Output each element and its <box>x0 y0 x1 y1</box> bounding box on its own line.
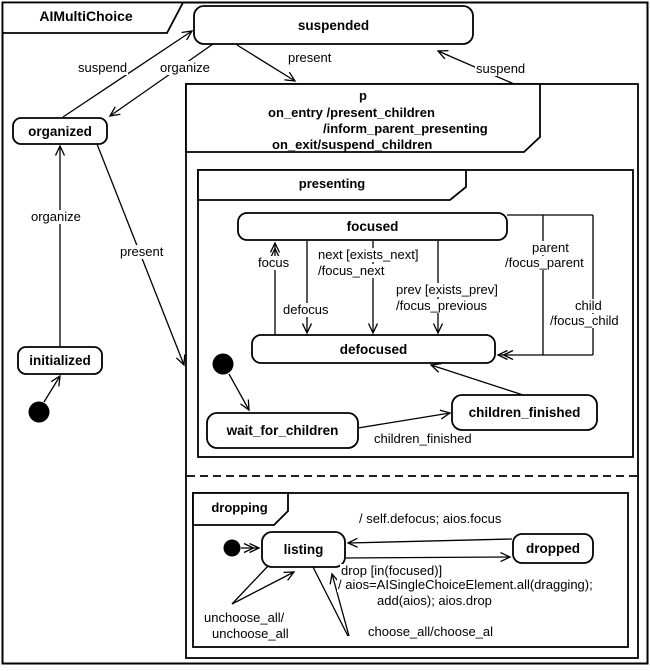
transition-dropped-to-listing-label: / self.defocus; aios.focus <box>359 511 502 526</box>
transition-prev-label-line1: prev [exists_prev] <box>396 282 498 297</box>
state-wait-for-children-label: wait_for_children <box>226 423 339 438</box>
transition-next-label-line1: next [exists_next] <box>318 247 419 262</box>
transition-prev-label-line2: /focus_previous <box>396 298 488 313</box>
state-suspended-label: suspended <box>297 17 370 33</box>
transition-defocus-label: defocus <box>283 302 329 317</box>
transition-drop-label-line2: / aios=AISingleChoiceElement.all(dragging); <box>338 577 593 592</box>
composite-p-name: p <box>359 88 367 103</box>
transition-organize-top-label: organize <box>160 60 210 75</box>
composite-p-entry-action-2: /inform_parent_presenting <box>323 121 488 136</box>
state-listing-label: listing <box>283 542 324 557</box>
composite-dropping-name: dropping <box>211 500 268 515</box>
transition-drop-label-line3: add(aios); aios.drop <box>377 593 492 608</box>
state-defocused-label: defocused <box>339 341 408 357</box>
initial-state-dropping-icon <box>224 540 241 557</box>
transition-parent-label-line2: /focus_parent <box>505 255 584 270</box>
transition-drop-label-line1: drop [in(focused)] <box>341 563 443 578</box>
transition-suspend-left-label: suspend <box>78 60 128 75</box>
transition-unchoose-label-line1: unchoose_all/ <box>204 610 285 625</box>
transition-unchoose-label-line2: unchoose_all <box>212 626 289 641</box>
state-focused-label: focused <box>346 219 399 234</box>
composite-p-exit-action: on_exit/suspend_children <box>272 137 433 152</box>
transition-child-label-line2: /focus_child <box>550 313 619 328</box>
transition-focus-label: focus <box>258 255 290 270</box>
state-children-finished-label: children_finished <box>468 405 581 420</box>
transition-child-label-line1: child <box>575 298 602 313</box>
composite-presenting-name: presenting <box>298 176 366 191</box>
frame-title: AIMultiChoice <box>39 8 133 24</box>
transition-choose-label: choose_all/choose_al <box>368 624 494 639</box>
transition-present-top-label: present <box>288 50 332 65</box>
transition-organize-up-label: organize <box>31 209 81 224</box>
transition-next-label-line2: /focus_next <box>318 263 385 278</box>
state-dropped-label: dropped <box>526 541 580 556</box>
transition-children-finished-label: children_finished <box>374 431 472 446</box>
composite-p-entry-action-1: on_entry /present_children <box>268 105 435 120</box>
transition-parent-label-line1: parent <box>532 240 569 255</box>
state-initialized-label: initialized <box>29 353 91 368</box>
transition-initial-to-initialized <box>44 376 60 402</box>
transition-suspend-right-label: suspend <box>476 61 526 76</box>
state-organized-label: organized <box>28 123 92 139</box>
initial-state-presenting-icon <box>213 354 234 375</box>
initial-state-main-icon <box>29 402 50 423</box>
transition-present-left-label: present <box>120 244 164 259</box>
